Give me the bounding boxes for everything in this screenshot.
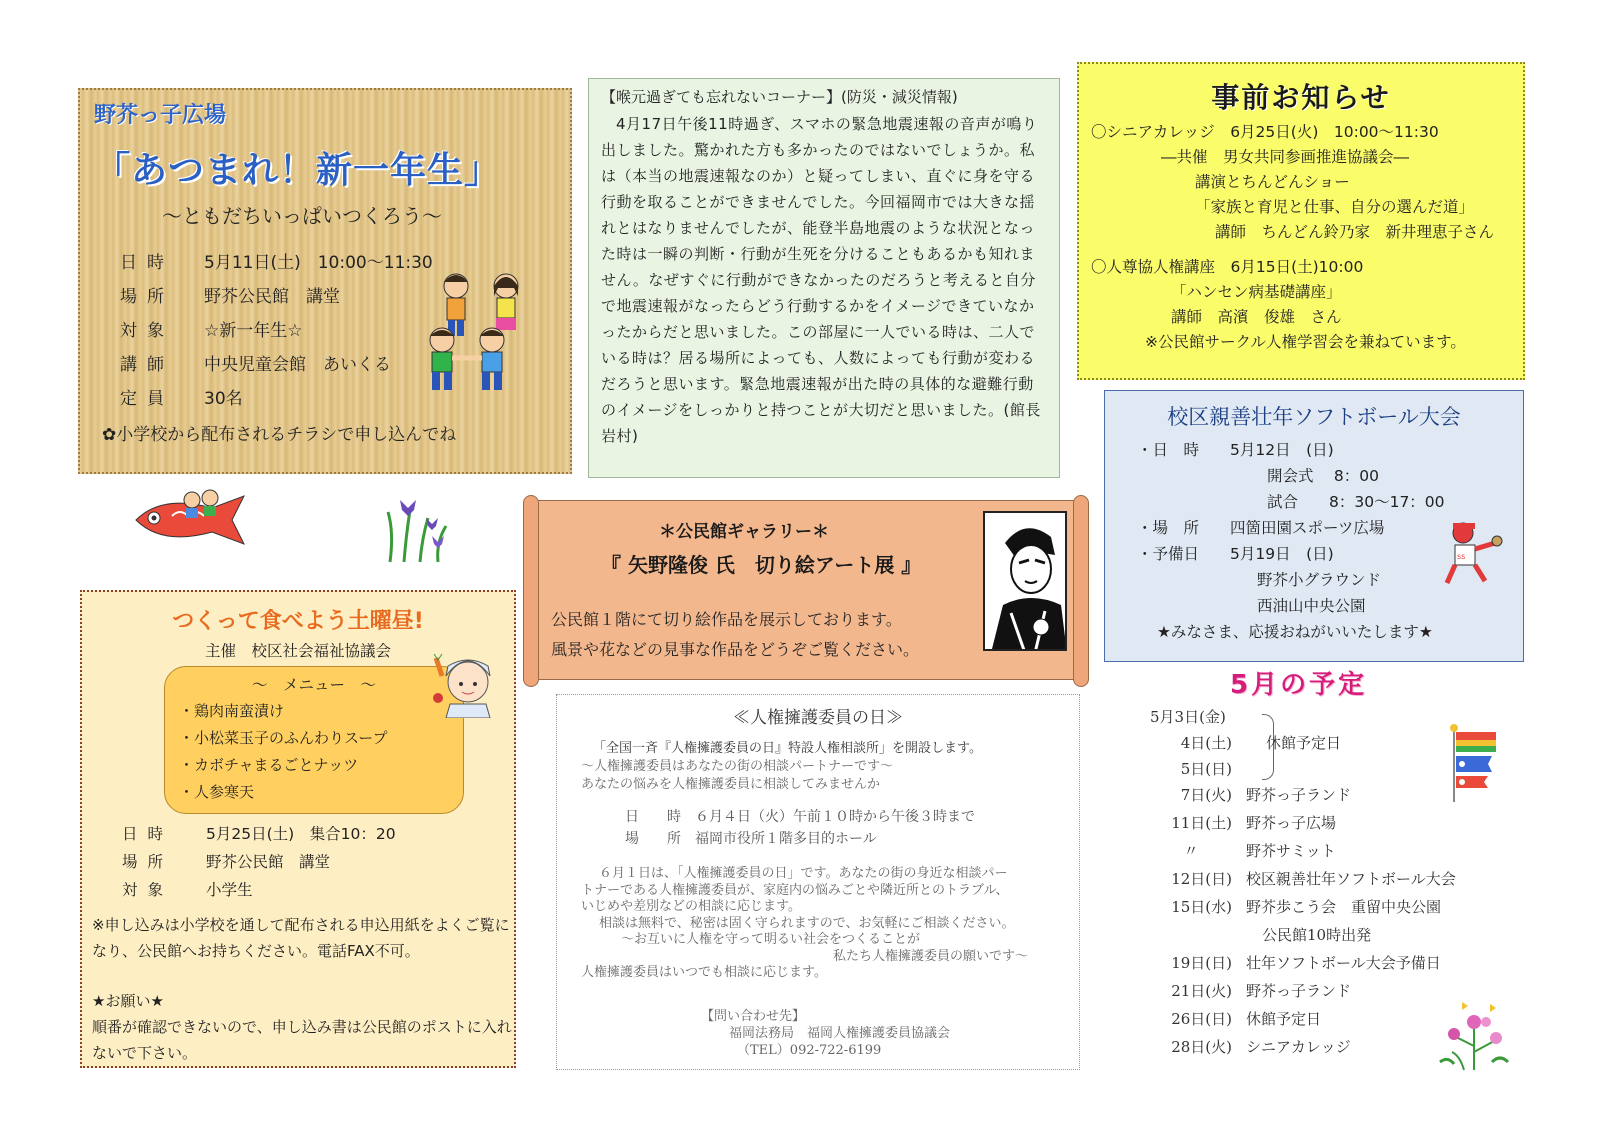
menu-box bbox=[164, 666, 464, 814]
schedule-row: 26日(日) 休館予定日 bbox=[1171, 1010, 1322, 1028]
rights-text: いじめや差別などの相談に応じます。 bbox=[581, 899, 801, 914]
rights-info bbox=[569, 806, 1067, 850]
portrait-icon bbox=[983, 511, 1067, 651]
softball-box bbox=[1104, 390, 1524, 662]
detail-row: 定員 30名 bbox=[120, 389, 243, 409]
schedule-row: 11日(土) 野芥っ子広場 bbox=[1171, 814, 1337, 832]
schedule-row: 19日(日) 壮年ソフトボール大会予備日 bbox=[1171, 954, 1441, 972]
rights-title: ≪人権擁護委員の日≫ bbox=[733, 708, 903, 728]
detail-row: 場所 野芥公民館 講堂 bbox=[122, 853, 331, 871]
schedule-row: 4日(土) 休館予定日 bbox=[1180, 734, 1342, 752]
softball-line: 試合 8：30～17：00 bbox=[1267, 493, 1445, 511]
notice-line: 「家族と育児と仕事、自分の選んだ道」 bbox=[1195, 198, 1475, 216]
column-body: 4月17日午後11時過ぎ、スマホの緊急地震速報の音声が鳴り出しました。驚かれた方も多かったのではないでしょうか。私は（本当の地震速報なのか）と疑ってしまい、直ぐに身を守る行動を取ることができませんでした。今回福岡市では大きな揺れとはなりませんでしたが、能登半島地震のような状況となった時は一瞬の判断・行動が生死を分けることもあるかも知れません。なぜすぐに行動ができなかったのだろうと考えると自分で地震速報がなったらどう行動するかをイメージできていなかったからだと思いました。この部屋に一人でいる時は、二人でいる時は？居る場所によっても、人数によっても行動が変わるだろうと思います。緊急地震速報が出た時の具体的な避難行動のイメージをしっかりと持つことが大切だと思いました。(館長 岩村) bbox=[601, 115, 1041, 445]
rights-sub: あなたの悩みを人権擁護委員に相談してみませんか bbox=[581, 777, 881, 792]
rights-text: 私たち人権擁護委員の願いです～ bbox=[833, 948, 1029, 964]
flower-icon bbox=[1434, 996, 1514, 1072]
disaster-column bbox=[588, 78, 1060, 478]
saturday-lunch-box bbox=[80, 590, 516, 1068]
schedule-row: 12日(日) 校区親善壮年ソフトボール大会 bbox=[1171, 870, 1456, 888]
contact-label: 【問い合わせ先】 bbox=[701, 1008, 806, 1024]
lunch-details bbox=[122, 820, 396, 904]
kids-plaza-title: 「あつまれ！新一年生」 bbox=[94, 150, 502, 191]
rights-text: ～お互いに人権を守って明るい社会をつくることが bbox=[621, 932, 921, 947]
softball-line: ・場 所 四箇田園スポーツ広場 bbox=[1137, 519, 1385, 537]
koinobori-icon bbox=[132, 486, 250, 554]
schedule-row: 5日(日) bbox=[1180, 760, 1232, 778]
softball-title: 校区親善壮年ソフトボール大会 bbox=[1167, 405, 1461, 429]
notice-line: 講師 ちんどん鈴乃家 新井理恵子さん bbox=[1215, 223, 1495, 241]
schedule-row: 公民館10時出発 bbox=[1262, 926, 1372, 944]
kids-plaza-label: 野芥っ子広場 bbox=[94, 103, 227, 128]
softball-line: 野芥小グラウンド bbox=[1257, 571, 1382, 589]
schedule-row: 28日(火) シニアカレッジ bbox=[1171, 1038, 1351, 1056]
lunch-request bbox=[92, 988, 512, 1066]
gallery-scroll bbox=[530, 500, 1082, 680]
softball-line: ・予備日 5月19日 (日) bbox=[1137, 545, 1334, 563]
menu-item: ・小松菜玉子のふんわりスープ bbox=[179, 729, 388, 747]
schedule-title: 5月の予定 bbox=[1230, 670, 1368, 700]
notice-line: 〇シニアカレッジ 6月25日(火) 10:00～11:30 bbox=[1091, 123, 1439, 141]
menu-item: ・カボチャまるごとナッツ bbox=[179, 756, 359, 774]
lunch-title: つくって食べよう土曜昼! bbox=[172, 609, 424, 634]
notice-line: 講師 高濱 俊雄 さん bbox=[1171, 308, 1342, 326]
schedule-row: 5月3日(金) bbox=[1150, 708, 1226, 726]
schedule-row: 7日(火) 野芥っ子ランド bbox=[1180, 786, 1352, 804]
softball-line: ★みなさま、応援おねがいいたします★ bbox=[1157, 623, 1433, 641]
softball-line: 開会式 8：00 bbox=[1267, 467, 1380, 485]
schedule-row: 〃 野芥サミット bbox=[1183, 842, 1336, 860]
detail-row: 場所 野芥公民館 講堂 bbox=[120, 287, 340, 307]
rights-lead: 「全国一斉『人権擁護委員の日』特設人権相談所」を開設します。 bbox=[593, 741, 982, 756]
lunch-note: ※申し込みは小学校を通して配布される申込用紙をよくご覧になり、公民館へお持ちください。電話FAX不可。 bbox=[92, 916, 510, 960]
gallery-title: 『 矢野隆俊 氏 切り絵アート展 』 bbox=[601, 553, 922, 577]
menu-title: ～ メニュー ～ bbox=[251, 676, 376, 694]
rights-contact bbox=[569, 1008, 1067, 1059]
notice-line: ※公民館サークル人権学習会を兼ねています。 bbox=[1145, 333, 1466, 351]
kids-plaza-details bbox=[120, 246, 433, 416]
advance-notice-box bbox=[1077, 62, 1525, 380]
kids-plaza-subtitle: ～ともだちいっぱいつくろう～ bbox=[162, 204, 442, 228]
gallery-line: 風景や花などの見事な作品をどうぞご覧ください。 bbox=[551, 640, 920, 659]
notice-line: ―共催 男女共同参画推進協議会― bbox=[1161, 148, 1410, 166]
chef-icon bbox=[430, 646, 500, 718]
notice-title: 事前お知らせ bbox=[1211, 81, 1391, 114]
rights-sub: ～人権擁護委員はあなたの街の相談パートナーです～ bbox=[581, 759, 894, 774]
kids-plaza-box bbox=[78, 88, 572, 474]
rights-place: 場 所 福岡市役所１階多目的ホール bbox=[625, 831, 877, 847]
request-title: ★お願い★ bbox=[92, 992, 164, 1010]
detail-row: 日時 5月11日(土) 10:00～11:30 bbox=[120, 253, 433, 273]
detail-row: 日時 5月25日(土) 集合10：20 bbox=[122, 825, 396, 843]
column-heading: 【喉元過ぎても忘れないコーナー】(防災・減災情報) bbox=[601, 88, 958, 106]
detail-row: 対象 ☆新一年生☆ bbox=[120, 321, 303, 341]
softball-line: ・日 時 5月12日 (日) bbox=[1137, 441, 1334, 459]
detail-row: 対象 小学生 bbox=[122, 881, 253, 899]
menu-item: ・人参寒天 bbox=[179, 783, 255, 801]
notice-line: 「ハンセン病基礎講座」 bbox=[1171, 283, 1342, 301]
carp-streamer-icon bbox=[1448, 722, 1504, 802]
rights-text: ６月１日は、「人権擁護委員の日」です。あなたの街の身近な相談パー bbox=[599, 866, 1008, 881]
gallery-body bbox=[551, 605, 919, 665]
svg-text:ss: ss bbox=[1457, 552, 1466, 561]
notice-line: 講演とちんどんショー bbox=[1195, 173, 1350, 191]
children-icon bbox=[420, 268, 540, 398]
kids-plaza-note: ✿小学校から配布されるチラシで申し込んでね bbox=[102, 425, 457, 445]
detail-row: 講師 中央児童会館 あいくる bbox=[120, 355, 391, 375]
schedule-row: 15日(水) 野芥歩こう会 重留中央公園 bbox=[1171, 898, 1442, 916]
softball-line: 西油山中央公園 bbox=[1257, 597, 1366, 615]
request-text: 順番が確認できないので、申し込み書は公民館のポストに入れないで下さい。 bbox=[92, 1018, 512, 1062]
contact-phone: （TEL）092-722-6199 bbox=[737, 1042, 882, 1058]
menu-item: ・鶏肉南蛮漬け bbox=[179, 702, 285, 720]
rights-text: トナーである人権擁護委員が、家庭内の悩みごとや隣近所とのトラブル、 bbox=[581, 882, 1009, 898]
notice-line: 〇人尊協人権講座 6月15日(土)10:00 bbox=[1091, 258, 1364, 276]
rights-datetime: 日 時 ６月４日（火）午前１０時から午後３時まで bbox=[625, 809, 975, 825]
rights-text: 人権擁護委員はいつでも相談に応じます。 bbox=[581, 965, 827, 980]
gallery-line: 公民館１階にて切り絵作品を展示しております。 bbox=[551, 610, 902, 629]
rights-text: 相談は無料で、秘密は固く守られますので、お気軽にご相談ください。 bbox=[599, 915, 1015, 931]
human-rights-box bbox=[556, 694, 1080, 1070]
contact-org: 福岡法務局 福岡人権擁護委員協議会 bbox=[729, 1025, 951, 1041]
gallery-label: ＊公民館ギャラリー＊ bbox=[659, 522, 829, 542]
iris-flower-icon bbox=[380, 492, 456, 564]
lunch-organizer: 主催 校区社会福祉協議会 bbox=[204, 642, 391, 660]
rights-paragraph bbox=[569, 866, 1067, 982]
schedule-row: 21日(火) 野芥っ子ランド bbox=[1171, 982, 1352, 1000]
softball-player-icon bbox=[1439, 519, 1507, 591]
